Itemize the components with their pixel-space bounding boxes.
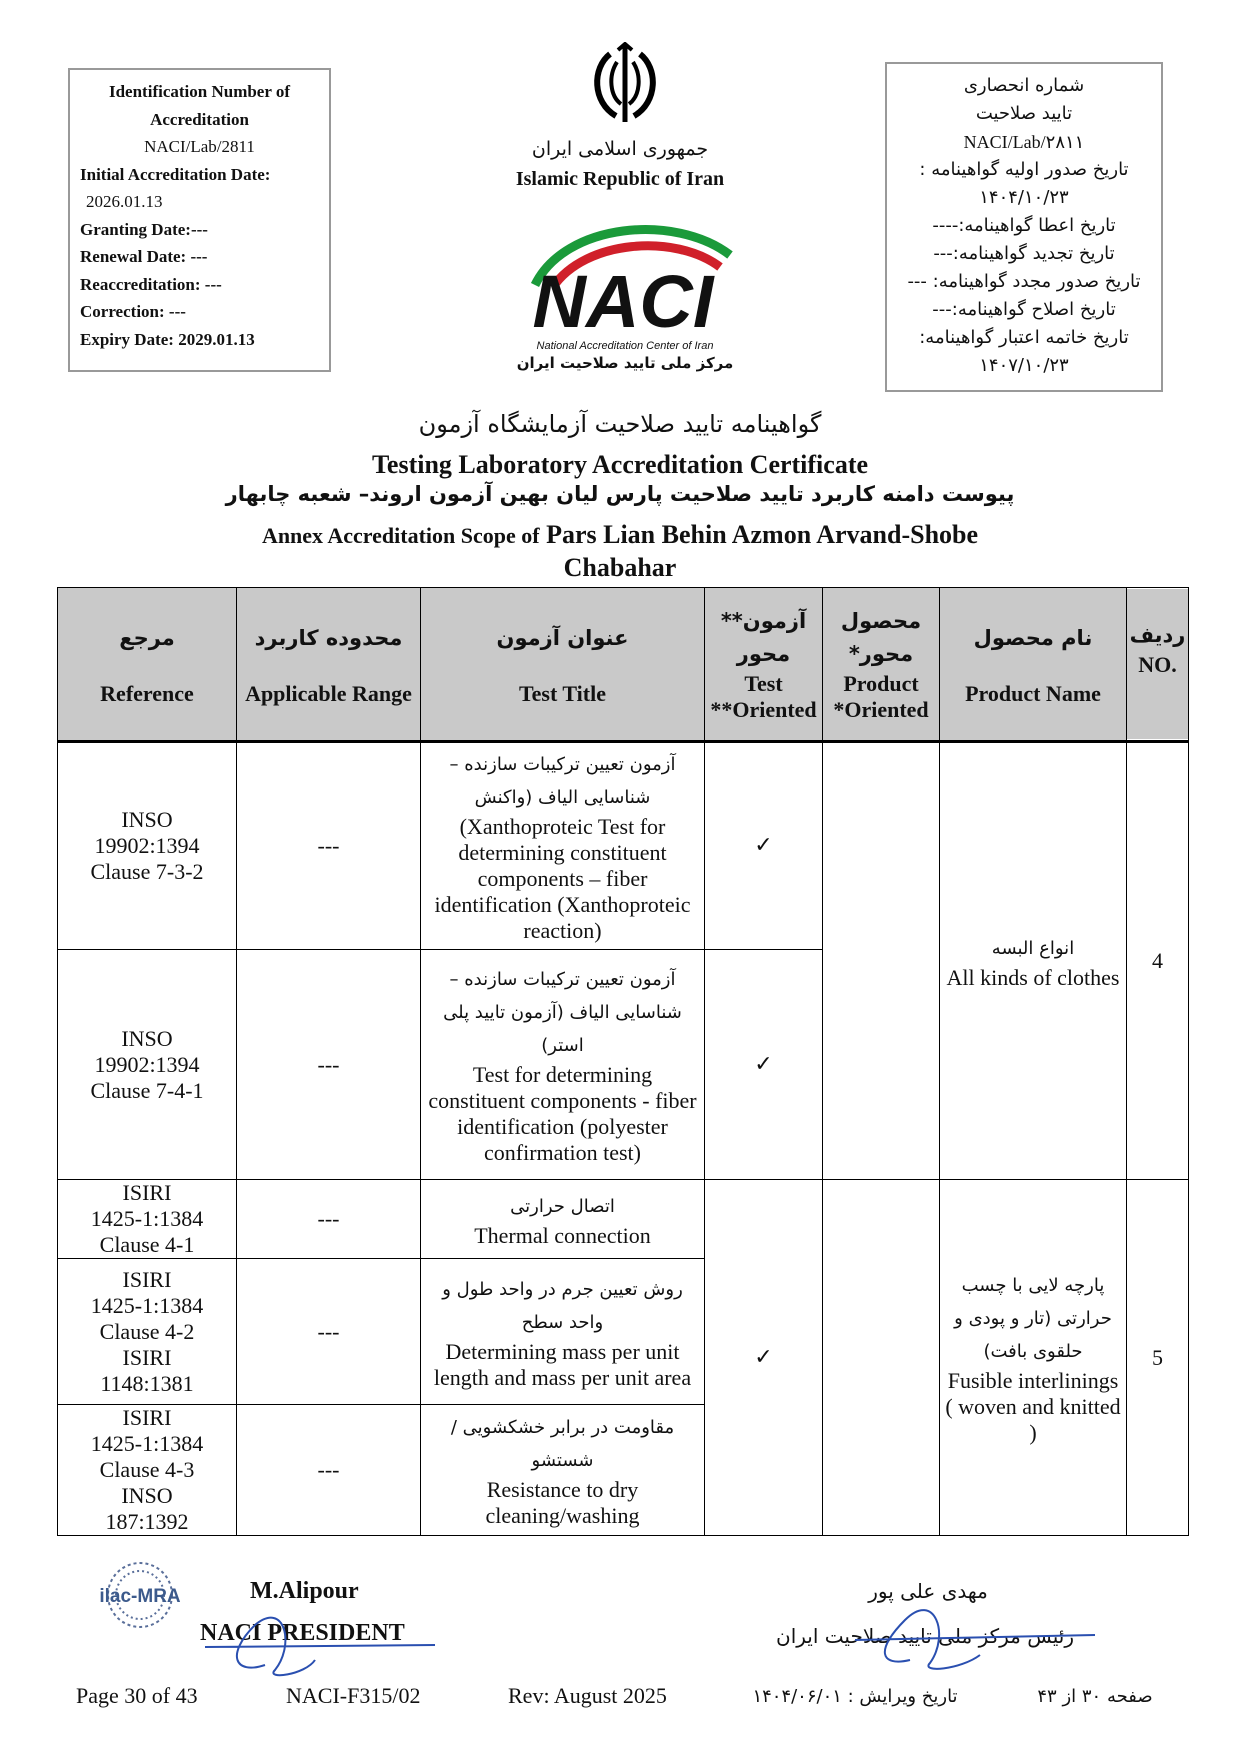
fa-line-2: تایید صلاحیت xyxy=(975,103,1073,124)
naci-logo-icon xyxy=(505,215,745,335)
header-no: ردیف NO. xyxy=(1127,588,1189,742)
group4-no: 4 xyxy=(1127,742,1189,1180)
annex-prefix: Annex Accreditation Scope of xyxy=(261,523,540,548)
row1-reference: INSO 19902:1394 Clause 7-3-2 xyxy=(58,742,237,950)
row2-test-check-icon: ✓ xyxy=(705,950,823,1180)
header-test-oriented: آزمون** محور Test **Oriented xyxy=(705,588,823,742)
page-number: Page 30 of 43 xyxy=(76,1683,198,1708)
table-row xyxy=(58,1180,1189,1259)
header-reference: مرجع Reference xyxy=(58,588,237,742)
title-en-1: Testing Laboratory Accreditation Certificate xyxy=(371,450,869,479)
group4-product-name: انواع البسه All kinds of clothes xyxy=(940,742,1127,1180)
correction-date: Correction: --- xyxy=(80,302,186,321)
naci-logo-text: NACI xyxy=(532,260,714,335)
revision-fa: تاریخ ویرایش : ۱۴۰۴/۰۶/۰۱ xyxy=(752,1686,958,1707)
fa-line-3: NACI/Lab/۲۸۱۱ xyxy=(963,132,1085,152)
header-product-oriented: محصول محور* Product *Oriented xyxy=(823,588,940,742)
row5-title: مقاومت در برابر خشکشویی / شستشو Resistance to dry cleaning/washing xyxy=(421,1405,705,1536)
page-number-fa: صفحه ۳۰ از ۴۳ xyxy=(1037,1686,1153,1707)
iran-emblem-icon xyxy=(582,42,668,126)
group5-no: 5 xyxy=(1127,1180,1189,1536)
row3-reference: ISIRI 1425-1:1384 Clause 4-1 xyxy=(58,1180,237,1259)
header-range: محدوده کاربرد Applicable Range xyxy=(237,588,421,742)
title-fa-2: پیوست دامنه کاربرد تایید صلاحیت پارس لیان بهین آزمون اروند– شعبه چابهار xyxy=(225,482,1015,506)
row2-range: --- xyxy=(237,950,421,1180)
granting-date: Granting Date:--- xyxy=(80,219,208,239)
president-name: M.Alipour xyxy=(250,1578,359,1604)
revision: Rev: August 2025 xyxy=(508,1683,667,1708)
row3-title: اتصال حرارتی Thermal connection xyxy=(421,1180,705,1259)
row5-range: --- xyxy=(237,1405,421,1536)
signature-2 xyxy=(850,1595,1100,1675)
group5-test-check-icon: ✓ xyxy=(705,1180,823,1536)
naci-logo xyxy=(505,215,745,395)
fa-line-5: ۱۴۰۴/۱۰/۲۳ xyxy=(979,187,1069,208)
row2-title: آزمون تعیین ترکیبات سازنده – شناسایی الیاف (آزمون تایید پلی استر) Test for determining constituent components - fiber identification (polyester confirmation test) xyxy=(421,950,705,1180)
fa-line-9: تاریخ اصلاح گواهینامه:--- xyxy=(932,299,1116,320)
id-label-2: Accreditation xyxy=(150,109,249,129)
row4-range: --- xyxy=(237,1259,421,1405)
fa-line-10: تاریخ خاتمه اعتبار گواهینامه: xyxy=(919,327,1129,348)
president-name-fa: مهدی علی پور xyxy=(868,1579,988,1603)
row5-reference: ISIRI 1425-1:1384 Clause 4-3 INSO 187:1392 xyxy=(58,1405,237,1536)
naci-logo-sub-fa: مرکز ملی تایید صلاحیت ایران xyxy=(516,354,734,372)
fa-line-6: تاریخ اعطا گواهینامه:---- xyxy=(932,215,1116,236)
reaccreditation-date: Reaccreditation: --- xyxy=(80,274,222,294)
country-name-fa: جمهوری اسلامی ایران xyxy=(531,138,709,160)
id-label-1: Identification Number of xyxy=(108,82,290,101)
initial-date-label: Initial Accreditation Date: xyxy=(80,164,271,184)
accreditation-info-box-en xyxy=(68,68,331,372)
expiry-date: Expiry Date: 2029.01.13 xyxy=(80,329,255,349)
renewal-date: Renewal Date: --- xyxy=(80,247,208,266)
title-en-2 xyxy=(0,520,1240,550)
row3-range: --- xyxy=(237,1180,421,1259)
svg-text:ilac-MRA: ilac-MRA xyxy=(99,1586,181,1607)
form-code: NACI-F315/02 xyxy=(286,1683,421,1708)
president-title: NACI PRESIDENT xyxy=(200,1620,405,1646)
initial-date-value: 2026.01.13 xyxy=(86,192,163,211)
row1-test-check-icon: ✓ xyxy=(705,742,823,950)
president-title-fa: رئیس مرکز ملی تایید صلاحیت ایران xyxy=(776,1624,1074,1648)
group5-product-oriented xyxy=(823,1180,940,1536)
row1-title: آزمون تعیین ترکیبات سازنده – شناسایی الیاف (واکنش (Xanthoproteic Test for determining constituent components – fiber identification (Xanthoproteic reaction) xyxy=(421,742,705,950)
accreditation-info-box-fa xyxy=(885,62,1163,392)
title-fa-1: گواهینامه تایید صلاحیت آزمایشگاه آزمون xyxy=(418,410,822,438)
group4-product-oriented xyxy=(823,742,940,1180)
lab-name: Pars Lian Behin Azmon Arvand-Shobe xyxy=(546,520,979,549)
lab-branch: Chabahar xyxy=(563,553,677,582)
fa-line-8: تاریخ صدور مجدد گواهینامه: --- xyxy=(907,271,1141,292)
signature-1 xyxy=(195,1605,445,1685)
row4-reference: ISIRI 1425-1:1384 Clause 4-2 ISIRI 1148:1381 xyxy=(58,1259,237,1405)
fa-line-1: شماره انحصاری xyxy=(963,75,1085,96)
row4-title: روش تعیین جرم در واحد طول و واحد سطح Determining mass per unit length and mass per unit area xyxy=(421,1259,705,1405)
scope-table xyxy=(57,587,1189,1536)
naci-logo-sub-en: National Accreditation Center of Iran xyxy=(536,340,714,352)
ilac-mra-logo xyxy=(90,1560,190,1630)
country-name-en: Islamic Republic of Iran xyxy=(515,168,725,190)
header-product-name: نام محصول Product Name xyxy=(940,588,1127,742)
header-test-title: عنوان آزمون Test Title xyxy=(421,588,705,742)
ilac-mra-icon xyxy=(90,1560,190,1630)
group5-product-name: پارچه لایی با چسب حرارتی (تار و پودی و حلقوی بافت) Fusible interlinings ( woven and knitted ) xyxy=(940,1180,1127,1536)
id-value: NACI/Lab/2811 xyxy=(144,137,255,156)
fa-line-11: ۱۴۰۷/۱۰/۲۳ xyxy=(979,355,1069,376)
fa-line-7: تاریخ تجدید گواهینامه:--- xyxy=(933,243,1115,264)
table-row xyxy=(58,742,1189,950)
row2-reference: INSO 19902:1394 Clause 7-4-1 xyxy=(58,950,237,1180)
table-header-row xyxy=(58,588,1189,742)
row1-range: --- xyxy=(237,742,421,950)
fa-line-4: تاریخ صدور اولیه گواهینامه : xyxy=(919,159,1129,180)
